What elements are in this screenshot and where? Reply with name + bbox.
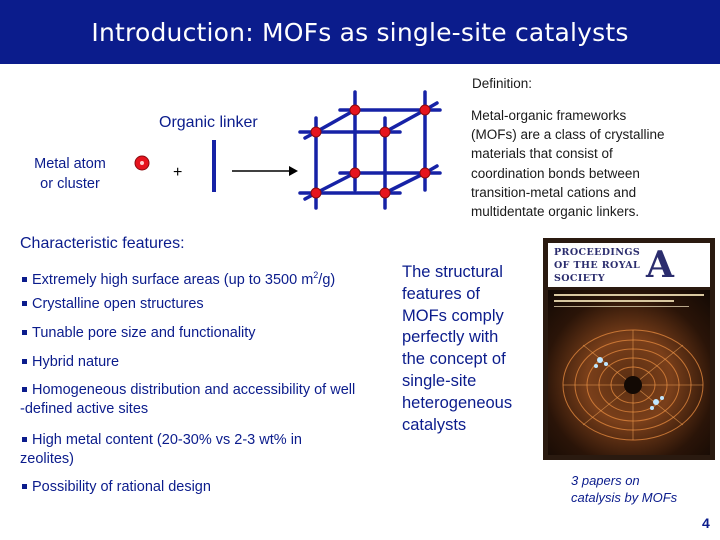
definition-line: materials that consist of <box>471 146 613 162</box>
structural-line: The structural <box>402 263 503 281</box>
metal-node <box>380 188 390 198</box>
journal-name-line: OF THE ROYAL <box>554 260 641 271</box>
feature-text: Crystalline open structures <box>32 296 204 312</box>
page-number: 4 <box>702 515 710 531</box>
reaction-arrow <box>232 166 298 176</box>
structural-line: heterogeneous <box>402 393 513 412</box>
definition-line: coordination bonds between <box>471 165 640 181</box>
feature-text: Tunable pore size and functionality <box>32 325 256 341</box>
cover-artwork <box>548 290 710 455</box>
metal-label-line: or cluster <box>40 176 100 192</box>
organic-linker-bar <box>212 140 216 192</box>
plus-sign: + <box>173 164 183 181</box>
bullet-icon <box>22 301 27 306</box>
metal-node <box>311 127 321 137</box>
mof-tunnel-illustration <box>548 290 710 455</box>
feature-text: High metal content (20-30% vs 2-3 wt% in <box>32 432 302 448</box>
definition-line: Metal-organic frameworks <box>471 108 627 123</box>
bullet-icon <box>22 277 27 282</box>
papers-note <box>571 472 677 506</box>
definition-line: (MOFs) are a class of crystalline <box>471 127 665 143</box>
papers-note-line: catalysis by MOFs <box>571 490 678 505</box>
metal-node <box>420 105 430 115</box>
feature-item <box>20 295 392 314</box>
structural-line: perfectly with <box>402 328 499 347</box>
structural-note <box>402 262 532 447</box>
characteristics-title: Characteristic features: <box>20 235 185 252</box>
feature-item <box>20 431 392 469</box>
feature-item <box>20 324 392 343</box>
feature-text: Extremely high surface areas (up to 3500 m <box>32 271 314 288</box>
feature-item <box>20 266 392 290</box>
metal-node <box>420 168 430 178</box>
feature-text: Homogeneous distribution and accessibility of well <box>32 382 356 398</box>
feature-text: Possibility of rational design <box>32 479 211 495</box>
bullet-icon <box>22 359 27 364</box>
bullet-icon <box>22 330 27 335</box>
metal-node-symbol <box>135 156 149 170</box>
papers-note-line: 3 papers on <box>571 473 640 488</box>
feature-text-cont: zeolites) <box>20 451 74 467</box>
bullet-icon <box>22 484 27 489</box>
journal-letter: A <box>646 244 674 286</box>
bullet-icon <box>22 387 27 392</box>
structural-line: single-site <box>402 371 477 390</box>
feature-item <box>20 478 392 497</box>
feature-sup: 2 <box>313 270 319 280</box>
journal-name-line: PROCEEDINGS <box>554 247 641 258</box>
structural-line: catalysts <box>402 415 467 434</box>
feature-item <box>20 353 392 372</box>
metal-node <box>380 127 390 137</box>
bullet-icon <box>22 437 27 442</box>
metal-label-line: Metal atom <box>34 156 106 172</box>
framework-cube <box>300 92 440 208</box>
journal-masthead <box>548 243 710 287</box>
feature-tail: /g) <box>318 271 336 288</box>
definition-line: multidentate organic linkers. <box>471 204 640 220</box>
metal-node <box>311 188 321 198</box>
journal-name-line: SOCIETY <box>554 273 606 284</box>
structural-line: features of <box>402 284 480 303</box>
definition-line: transition-metal cations and <box>471 184 637 200</box>
feature-item <box>20 381 392 419</box>
metal-node <box>350 168 360 178</box>
feature-text-cont: -defined active sites <box>20 401 149 417</box>
journal-cover-image <box>543 238 715 460</box>
feature-text: Hybrid nature <box>32 354 120 370</box>
slide-title: Introduction: MOFs as single-site catalysts <box>91 17 629 47</box>
mof-schematic <box>0 0 720 240</box>
structural-line: the concept of <box>402 350 506 369</box>
structural-line: MOFs comply <box>402 306 504 325</box>
organic-linker-label: Organic linker <box>159 114 258 131</box>
definition-label: Definition: <box>472 76 533 91</box>
metal-node <box>350 105 360 115</box>
